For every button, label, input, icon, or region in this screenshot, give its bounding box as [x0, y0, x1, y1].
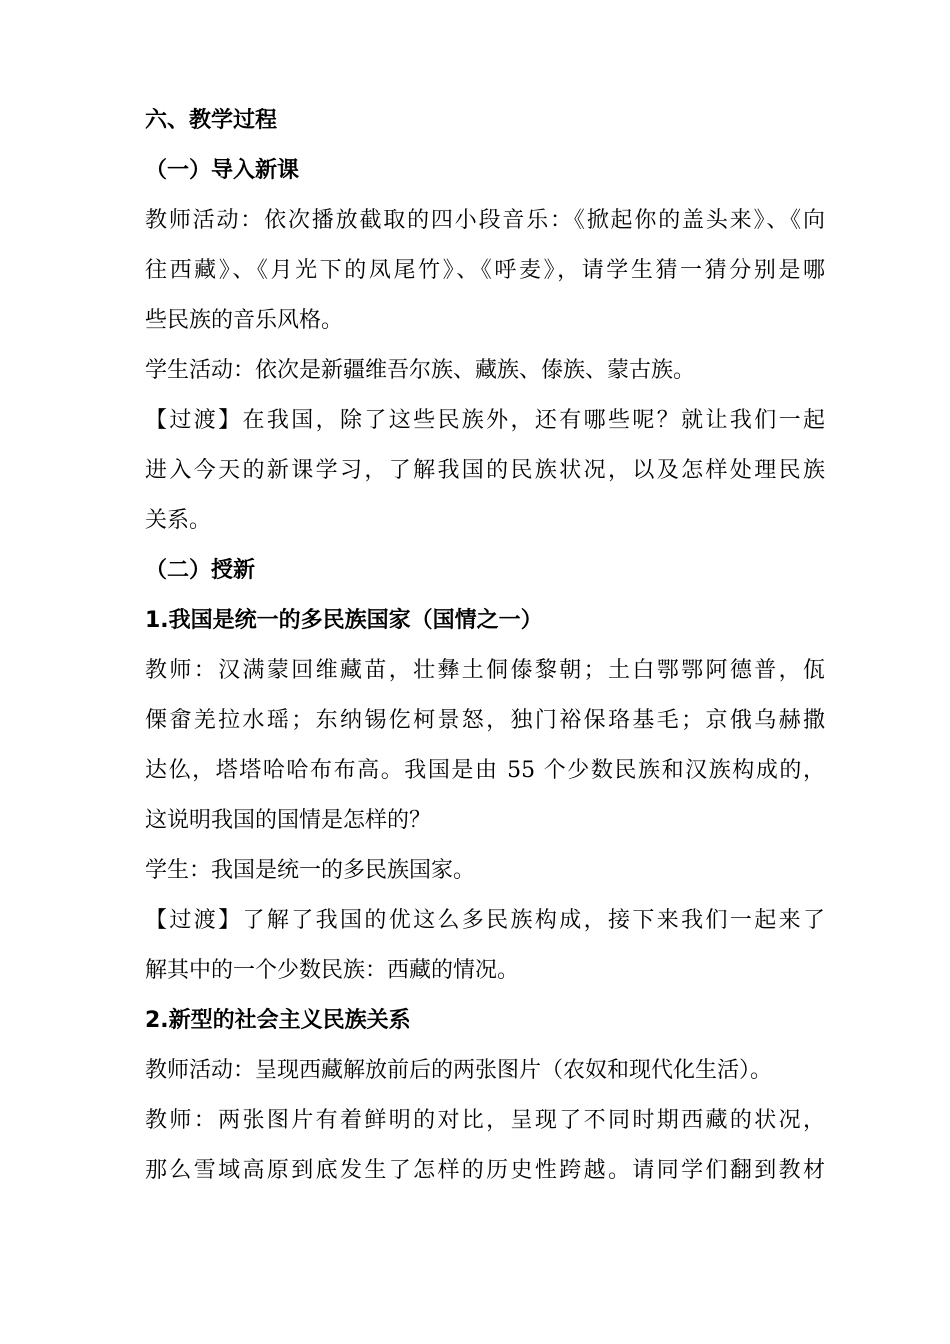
- paragraph-line: 关系。: [145, 508, 212, 533]
- paragraph-line: 【过渡】在我国，除了这些民族外，还有哪些呢？就让我们一起: [145, 408, 825, 433]
- paragraph-line: 往西藏》、《月光下的凤尾竹》、《呼麦》，请学生猜一猜分别是哪: [145, 258, 825, 283]
- point-heading-multi-ethnic-country: 1.我国是统一的多民族国家（国情之一）: [145, 608, 543, 633]
- document-page: [145, 96, 825, 1196]
- paragraph-student-activity: 学生活动：依次是新疆维吾尔族、藏族、傣族、蒙古族。: [145, 358, 696, 383]
- paragraph-transition-1: [145, 396, 825, 546]
- paragraph-line: 解其中的一个少数民族：西藏的情况。: [145, 958, 520, 983]
- paragraph-teacher-activity-pictures: 教师活动：呈现西藏解放前后的两张图片（农奴和现代化生活）。: [145, 1058, 773, 1083]
- paragraph-line: 傈畲羌拉水瑶；东纳锡仡柯景怒，独门裕保珞基毛；京俄乌赫撒: [145, 708, 825, 733]
- paragraph-line: 那么雪域高原到底发生了怎样的历史性跨越。请同学们翻到教材: [145, 1158, 825, 1183]
- paragraph-teacher-comparison: [145, 1096, 825, 1196]
- paragraph-line: 【过渡】了解了我国的优这么多民族构成，接下来我们一起来了: [145, 908, 825, 933]
- paragraph-line: 教师：两张图片有着鲜明的对比，呈现了不同时期西藏的状况，: [145, 1108, 825, 1133]
- paragraph-line: 教师：汉满蒙回维藏苗，壮彝土侗傣黎朝；土白鄂鄂阿德普，佤: [145, 658, 825, 683]
- paragraph-transition-2: [145, 896, 825, 996]
- subheading-intro: （一）导入新课: [145, 158, 300, 183]
- paragraph-line: 进入今天的新课学习，了解我国的民族状况，以及怎样处理民族: [145, 458, 825, 483]
- paragraph-teacher-activity-music: [145, 196, 825, 346]
- section-heading-teaching-process: 六、教学过程: [145, 108, 278, 133]
- paragraph-line: 教师活动：依次播放截取的四小段音乐：《掀起你的盖头来》、《向: [145, 208, 825, 233]
- paragraph-line: 这说明我国的国情是怎样的？: [145, 808, 432, 833]
- paragraph-line: 些民族的音乐风格。: [145, 308, 344, 333]
- paragraph-teacher-ethnic-groups: [145, 646, 825, 846]
- subheading-new-lesson: （二）授新: [145, 558, 256, 583]
- point-heading-ethnic-relations: 2.新型的社会主义民族关系: [145, 1008, 411, 1033]
- paragraph-line: 达仫，塔塔哈哈布布高。我国是由 55 个少数民族和汉族构成的，: [145, 758, 825, 783]
- paragraph-student-answer: 学生：我国是统一的多民族国家。: [145, 858, 476, 883]
